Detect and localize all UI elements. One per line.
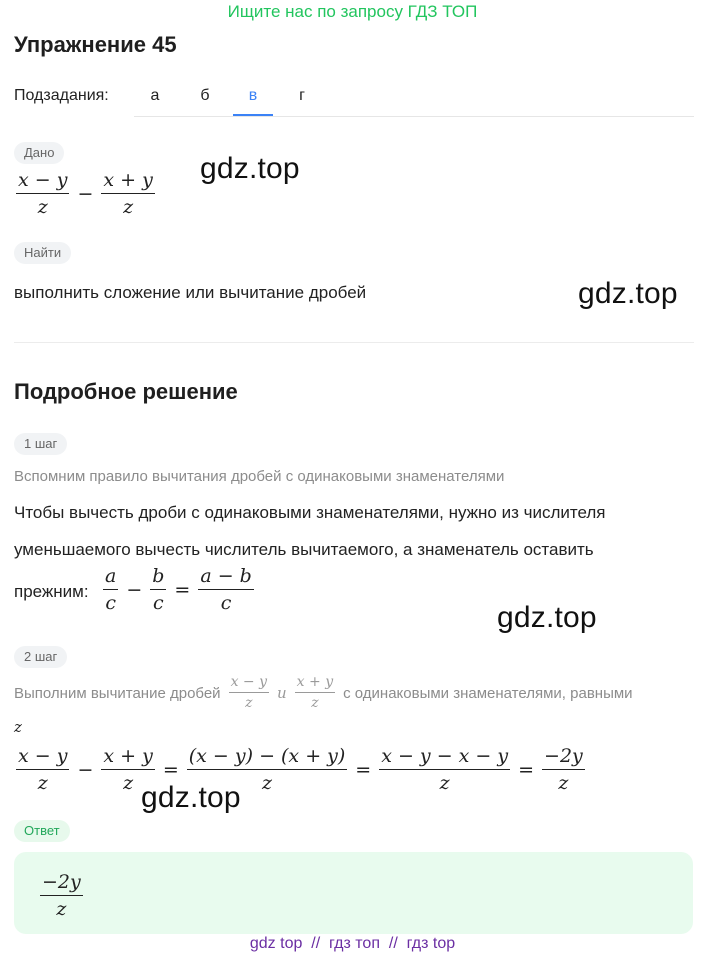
fraction [101, 170, 154, 218]
numerator: −2y [40, 872, 83, 896]
denominator: z [123, 195, 134, 218]
fraction [198, 566, 254, 614]
step1-line2: уменьшаемого вычесть числитель вычитаемого, а знаменатель оставить [14, 540, 594, 559]
subtask-tabs [134, 78, 694, 117]
rule-formula [101, 566, 256, 614]
denominator: z [558, 771, 569, 794]
step2-pill: 2 шаг [14, 646, 67, 668]
equals-sign: = [174, 578, 191, 601]
denominator: z [37, 195, 48, 218]
denominator: z [56, 897, 67, 920]
find-text: выполнить сложение или вычитание дробей [14, 283, 367, 302]
minus-sign: − [126, 578, 143, 601]
tab-a[interactable]: а [150, 87, 160, 104]
step2-hint-end: с одинаковыми знаменателями, равными [343, 684, 633, 702]
denominator: c [153, 591, 164, 614]
fraction [542, 746, 585, 794]
watermark: gdz.top [200, 152, 300, 185]
fraction [16, 170, 69, 218]
watermark: gdz.top [141, 781, 241, 814]
numerator: b [150, 566, 166, 590]
step2-hint-z: z [14, 718, 22, 736]
denominator: z [262, 771, 273, 794]
watermark: gdz.top [497, 601, 597, 634]
page-title: Упражнение 45 [14, 32, 177, 57]
numerator: (x − y) − (x + y) [187, 746, 348, 770]
denominator: c [105, 591, 116, 614]
step2-calculation [14, 746, 587, 794]
find-pill: Найти [14, 242, 71, 264]
denominator: z [439, 771, 450, 794]
numerator: x + y [101, 746, 154, 770]
fraction [379, 746, 510, 794]
numerator: a [103, 566, 118, 590]
step2-hint-start: Выполним вычитание дробей [14, 684, 221, 702]
divider [14, 342, 694, 343]
denominator: z [123, 771, 134, 794]
numerator: x − y − x − y [379, 746, 510, 770]
equals-sign: = [518, 758, 535, 781]
given-pill: Дано [14, 142, 64, 164]
numerator: −2y [542, 746, 585, 770]
footer-watermark: gdz top // гдз топ // гдз top [249, 935, 456, 952]
numerator: x + y [295, 675, 335, 693]
given-expression [14, 170, 157, 218]
step1-line1: Чтобы вычесть дроби с одинаковыми знаменателями, нужно из числителя [14, 503, 606, 522]
denominator: c [220, 591, 232, 614]
answer-box [14, 852, 693, 934]
minus-sign: − [77, 758, 94, 781]
equals-sign: = [355, 758, 372, 781]
promo-banner: Ищите нас по запросу ГДЗ ТОП [227, 2, 478, 21]
fraction [16, 746, 69, 794]
numerator: x − y [16, 746, 69, 770]
answer-fraction [38, 872, 85, 920]
step1-hint: Вспомним правило вычитания дробей с одинаковыми знаменателями [14, 468, 505, 485]
step1-pill: 1 шаг [14, 433, 67, 455]
step2-hint [14, 675, 633, 712]
fraction [103, 566, 118, 614]
numerator: x − y [229, 675, 269, 693]
tab-b[interactable]: б [200, 87, 210, 104]
fraction [150, 566, 166, 614]
subtasks-label: Подзадания: [14, 87, 109, 104]
answer-pill: Ответ [14, 820, 70, 842]
denominator: z [311, 695, 319, 712]
minus-sign: − [77, 182, 94, 205]
denominator: z [245, 695, 253, 712]
numerator: a − b [198, 566, 254, 590]
solution-heading: Подробное решение [14, 379, 238, 404]
equals-sign: = [162, 758, 179, 781]
hint-fraction-1 [227, 675, 271, 712]
denominator: z [37, 771, 48, 794]
tab-g[interactable]: г [299, 87, 305, 104]
numerator: x + y [101, 170, 154, 194]
numerator: x − y [16, 170, 69, 194]
hint-and: и [277, 684, 287, 703]
hint-fraction-2 [293, 675, 337, 712]
step1-line3: прежним: [14, 582, 89, 601]
tab-v[interactable]: в [233, 78, 273, 116]
watermark: gdz.top [578, 277, 678, 310]
